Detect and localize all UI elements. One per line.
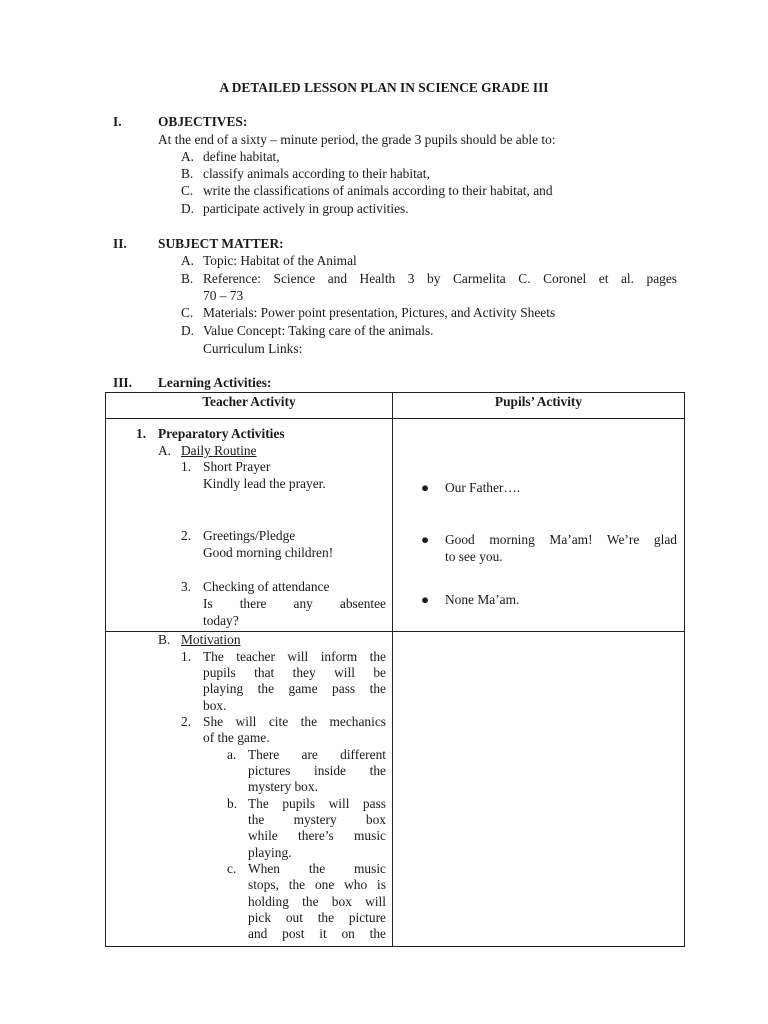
motivation-step-line: of the game. [203,730,270,745]
preparatory-pupils-cell [393,419,685,632]
routine-step-line: Kindly lead the prayer. [203,476,326,491]
document-title: A DETAILED LESSON PLAN IN SCIENCE GRADE III [219,80,549,95]
mechanics-line: while there’s music [248,828,386,843]
curriculum-links: Curriculum Links: [203,341,303,356]
objective-letter-d: D. [181,201,195,216]
motivation-pupils-cell [393,632,685,947]
motivation-teacher-cell [106,632,393,947]
mechanics-line: the mystery box [248,812,386,827]
motivation-step-line: The teacher will inform the [203,649,386,664]
bullet-icon: ● [421,532,430,547]
routine-step-number: 1. [181,459,192,474]
routine-step-title: Greetings/Pledge [203,528,296,543]
subject-text-b: Reference: Science and Health 3 by Carmelita C. Coronel et al. pages [203,271,677,286]
routine-step-title: Short Prayer [203,459,271,474]
section-numeral-learning-activities: III. [113,375,132,390]
routine-step-line: Is there any absentee [203,596,386,611]
subject-letter-b: B. [181,271,194,286]
mechanics-line: stops, the one who is [248,877,386,892]
routine-step-title: Checking of attendance [203,579,330,594]
mechanics-line: pictures inside the [248,763,386,778]
subject-text-c: Materials: Power point presentation, Pictures, and Activity Sheets [203,305,556,320]
mechanics-letter: a. [227,747,237,762]
subject-letter-a: A. [181,253,195,268]
section-numeral-subject-matter: II. [113,236,127,251]
objective-text-a: define habitat, [203,149,280,164]
bullet-icon: ● [421,592,430,607]
subject-text-d: Value Concept: Taking care of the animals. [203,323,434,338]
objective-letter-b: B. [181,166,194,181]
subject-text-a: Topic: Habitat of the Animal [203,253,357,268]
section-numeral-objectives: I. [113,114,122,129]
mechanics-line: There are different [248,747,386,762]
bullet-icon: ● [421,480,430,495]
mechanics-line: mystery box. [248,779,318,794]
mechanics-line: pick out the picture [248,910,386,925]
header-pupils-activity-cell [393,393,685,419]
daily-routine-letter: A. [158,443,172,458]
mechanics-letter: b. [227,796,238,811]
routine-step-line: today? [203,613,239,628]
pupil-response: Our Father…. [445,480,521,495]
routine-step-number: 3. [181,579,192,594]
motivation-heading: Motivation [181,632,241,647]
motivation-letter: B. [158,632,171,647]
subject-letter-d: D. [181,323,195,338]
daily-routine-heading: Daily Routine [181,443,257,458]
mechanics-line: The pupils will pass [248,796,386,811]
pupil-response: None Ma’am. [445,592,520,607]
motivation-step-number: 1. [181,649,192,664]
column-header-pupils: Pupils’ Activity [494,394,583,409]
objective-text-b: classify animals according to their habitat, [203,166,430,181]
motivation-step-line: pupils that they will be [203,665,386,680]
mechanics-letter: c. [227,861,237,876]
section-heading-learning-activities: Learning Activities: [158,375,272,390]
pupil-response: Good morning Ma’am! We’re glad [445,532,677,547]
preparatory-heading: Preparatory Activities [158,426,285,441]
motivation-step-line: playing the game pass the [203,681,386,696]
subject-text-b-continued: 70 – 73 [203,288,244,303]
mechanics-line: When the music [248,861,386,876]
section-heading-subject-matter: SUBJECT MATTER: [158,236,284,251]
mechanics-line: holding the box will [248,894,386,909]
preparatory-number: 1. [136,426,147,441]
motivation-step-line: She will cite the mechanics [203,714,386,729]
objectives-intro: At the end of a sixty – minute period, the grade 3 pupils should be able to: [158,132,556,147]
objective-letter-a: A. [181,149,195,164]
column-header-teacher: Teacher Activity [202,394,296,409]
routine-step-line: Good morning children! [203,545,334,560]
subject-letter-c: C. [181,305,194,320]
objective-text-d: participate actively in group activities. [203,201,409,216]
mechanics-line: and post it on the [248,926,386,941]
motivation-step-number: 2. [181,714,192,729]
pupil-response-continued: to see you. [445,549,503,564]
routine-step-number: 2. [181,528,192,543]
objective-letter-c: C. [181,183,194,198]
section-heading-objectives: OBJECTIVES: [158,114,248,129]
mechanics-line: playing. [248,845,292,860]
motivation-step-line: box. [203,698,227,713]
preparatory-teacher-cell [106,419,393,632]
objective-text-c: write the classifications of animals according to their habitat, and [203,183,553,198]
header-teacher-activity-cell [106,393,393,419]
learning-activities-table [105,392,685,947]
